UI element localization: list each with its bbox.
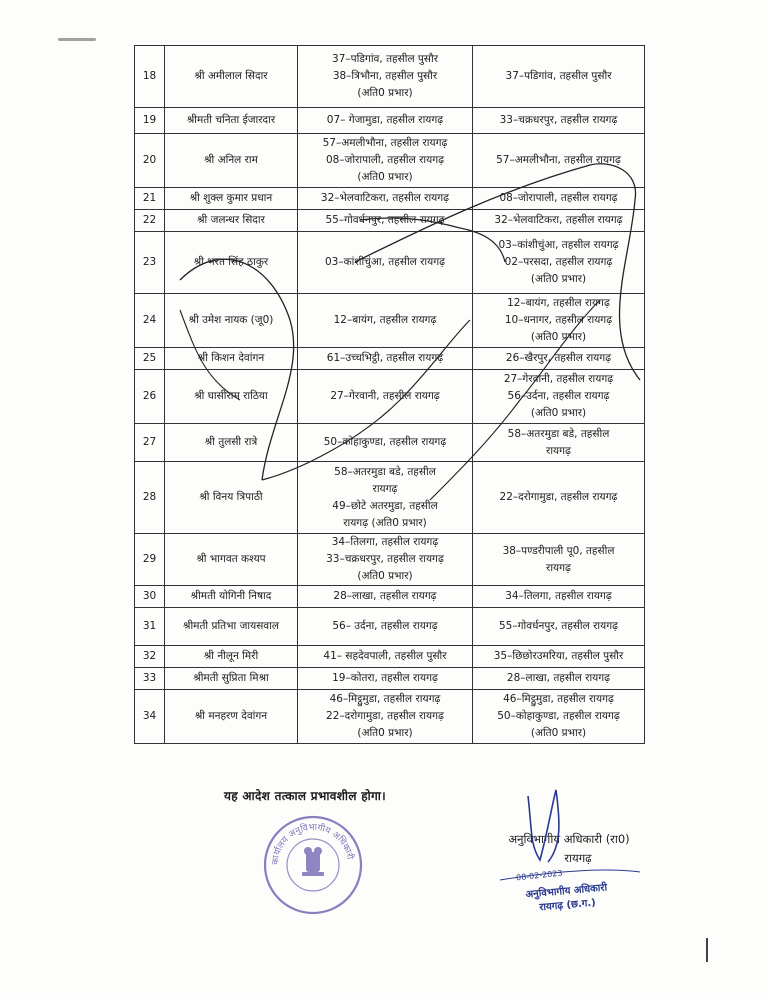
serial-cell: 25 (135, 348, 165, 370)
new-posting-line: 57–अमलीभौना, तहसील रायगढ़ (496, 154, 621, 166)
new-posting-cell (473, 668, 645, 690)
signature-date: 08-02-2023 (515, 868, 563, 883)
current-posting-line: 58–अतरमुडा बडे, तहसील (334, 465, 436, 478)
serial-cell: 24 (135, 294, 165, 348)
table-body (135, 46, 645, 744)
current-posting-line: 41– सहदेवपाली, तहसील पुसौर (323, 650, 447, 662)
serial-cell: 31 (135, 608, 165, 646)
serial-cell: 18 (135, 46, 165, 108)
table-row (135, 46, 645, 108)
new-posting-line: 03–कांशीचुंआ, तहसील रायगढ़ (498, 239, 619, 251)
new-posting-line: 56–उर्दना, तहसील रायगढ़ (507, 390, 610, 402)
serial-cell: 23 (135, 232, 165, 294)
serial-cell: 21 (135, 188, 165, 210)
new-posting-line: 10–धनागर, तहसील रायगढ़ (504, 314, 613, 326)
current-posting-line: 32–भेलवाटिकरा, तहसील रायगढ़ (320, 192, 450, 204)
employee-name-cell: श्री उमेश नायक (जू0) (165, 294, 298, 348)
new-posting-cell (473, 370, 645, 424)
current-posting-cell (298, 348, 473, 370)
table-row (135, 690, 645, 744)
employee-name-cell: श्रीमती योगिनी निषाद (165, 586, 298, 608)
transfer-table (134, 45, 645, 744)
table-row (135, 646, 645, 668)
new-posting-line: 22–दरोगामुडा, तहसील रायगढ़ (499, 491, 618, 503)
current-posting-line: 03–कांशीचुंआ, तहसील रायगढ़ (324, 256, 446, 268)
table-row (135, 108, 645, 134)
current-posting-cell (298, 534, 473, 586)
scan-smudge (58, 38, 96, 41)
current-posting-cell (298, 586, 473, 608)
current-posting-line: रायगढ़ (372, 482, 398, 495)
employee-name-cell: श्री भागवत कश्यप (165, 534, 298, 586)
new-posting-cell (473, 348, 645, 370)
order-effective-note: यह आदेश तत्काल प्रभावशील होगा। (224, 789, 387, 803)
employee-name-cell: श्री अमीलाल सिदार (165, 46, 298, 108)
serial-cell: 22 (135, 210, 165, 232)
signature-block (484, 830, 654, 868)
current-posting-line: 08–जोरापाली, तहसील रायगढ़ (325, 154, 445, 166)
employee-name-cell: श्री भरत सिंह ठाकुर (165, 232, 298, 294)
stamp-line-2: रायगढ़ (छ.ग.) (538, 897, 597, 914)
employee-name-cell: श्री शुक्ल कुमार प्रधान (165, 188, 298, 210)
current-posting-line: 19–कोतरा, तहसील रायगढ़ (332, 672, 438, 684)
current-posting-line: 28–लाखा, तहसील रायगढ़ (333, 590, 437, 602)
current-posting-line: 27–गेरवानी, तहसील रायगढ़ (330, 390, 440, 402)
table-row (135, 586, 645, 608)
new-posting-line: 34–तिलगा, तहसील रायगढ़ (505, 590, 612, 602)
new-posting-line: 37–पडिगांव, तहसील पुसौर (505, 70, 612, 82)
current-posting-line: 33–चक्रधरपुर, तहसील रायगढ़ (326, 553, 444, 565)
serial-cell: 33 (135, 668, 165, 690)
new-posting-line: 35–छिछोरउमरिया, तहसील पुसौर (493, 650, 624, 662)
table-row (135, 424, 645, 462)
current-posting-cell (298, 134, 473, 188)
current-posting-cell (298, 608, 473, 646)
new-posting-line: 12–बायंग, तहसील रायगढ़ (507, 297, 610, 309)
current-posting-line: 34–तिलगा, तहसील रायगढ़ (331, 536, 439, 548)
employee-name-cell: श्री जलन्धर सिदार (165, 210, 298, 232)
new-posting-line: 27–गेरवानी, तहसील रायगढ़ (503, 373, 614, 385)
employee-name-cell: श्रीमती चनिता ईजारदार (165, 108, 298, 134)
employee-name-cell: श्री घासीराम राठिया (165, 370, 298, 424)
table-row (135, 534, 645, 586)
current-posting-line: (अति0 प्रभार) (357, 727, 413, 739)
current-posting-line: 57–अमलीभौना, तहसील रायगढ़ (322, 137, 448, 149)
new-posting-cell (473, 294, 645, 348)
current-posting-cell (298, 668, 473, 690)
new-posting-line: 32–भेलवाटिकरा, तहसील रायगढ़ (494, 214, 623, 226)
office-seal (262, 814, 364, 916)
employee-name-cell: श्री मनहरण देवांगन (165, 690, 298, 744)
new-posting-line: (अति0 प्रभार) (530, 407, 587, 419)
current-posting-line: 61–उच्चभिट्ठी, तहसील रायगढ़ (326, 352, 444, 364)
employee-name-cell: श्री तुलसी रात्रे (165, 424, 298, 462)
new-posting-line: 33–चक्रधरपुर, तहसील रायगढ़ (499, 114, 618, 126)
margin-mark (706, 938, 708, 962)
new-posting-cell (473, 586, 645, 608)
current-posting-line: 56– उर्दना, तहसील रायगढ़ (332, 620, 438, 632)
current-posting-line: 22–दरोगामुडा, तहसील रायगढ़ (326, 710, 444, 722)
new-posting-line: 46–मिट्ठुमुडा, तहसील रायगढ़ (503, 693, 614, 705)
current-posting-cell (298, 46, 473, 108)
current-posting-cell (298, 646, 473, 668)
officer-stamp (511, 880, 623, 917)
serial-cell: 34 (135, 690, 165, 744)
employee-name-cell: श्रीमती प्रतिभा जायसवाल (165, 608, 298, 646)
employee-name-cell: श्री विनय त्रिपाठी (165, 462, 298, 534)
serial-cell: 32 (135, 646, 165, 668)
serial-cell: 29 (135, 534, 165, 586)
new-posting-line: 28–लाखा, तहसील रायगढ़ (506, 672, 611, 684)
current-posting-cell (298, 188, 473, 210)
table-row (135, 294, 645, 348)
table-row (135, 348, 645, 370)
new-posting-line: 58–अतरमुडा बडे, तहसील (507, 427, 610, 440)
new-posting-line: 08–जोरापाली, तहसील रायगढ़ (499, 192, 618, 204)
employee-name-cell: श्री किशन देवांगन (165, 348, 298, 370)
table-row (135, 134, 645, 188)
emblem-icon (302, 847, 324, 876)
current-posting-line: (अति0 प्रभार) (357, 171, 413, 183)
current-posting-line: 07– गेजामुडा, तहसील रायगढ़ (326, 114, 444, 126)
serial-cell: 28 (135, 462, 165, 534)
new-posting-cell (473, 134, 645, 188)
current-posting-cell (298, 690, 473, 744)
table-row (135, 232, 645, 294)
new-posting-cell (473, 534, 645, 586)
new-posting-cell (473, 690, 645, 744)
new-posting-cell (473, 232, 645, 294)
current-posting-line: (अति0 प्रभार) (357, 87, 413, 99)
table-row (135, 608, 645, 646)
current-posting-line: 12–बायंग, तहसील रायगढ़ (333, 314, 437, 326)
new-posting-cell (473, 108, 645, 134)
new-posting-line: रायगढ़ (546, 561, 571, 574)
current-posting-line: 50–कोहाकुण्डा, तहसील रायगढ़ (323, 436, 447, 448)
current-posting-cell (298, 232, 473, 294)
current-posting-cell (298, 210, 473, 232)
new-posting-line: (अति0 प्रभार) (530, 727, 587, 739)
current-posting-line: 37–पडिगांव, तहसील पुसौर (332, 53, 438, 65)
current-posting-cell (298, 370, 473, 424)
new-posting-cell (473, 46, 645, 108)
new-posting-cell (473, 462, 645, 534)
serial-cell: 30 (135, 586, 165, 608)
officer-place: रायगढ़ (564, 851, 592, 865)
new-posting-line: रायगढ़ (546, 444, 571, 457)
current-posting-line: 55–गोवर्धनपुर, तहसील रायगढ़ (325, 214, 445, 226)
serial-cell: 26 (135, 370, 165, 424)
new-posting-cell (473, 646, 645, 668)
stamp-line-1: अनुविभागीय अधिकारी (525, 882, 608, 901)
current-posting-cell (298, 294, 473, 348)
new-posting-line: 26–खैरपुर, तहसील रायगढ़ (505, 352, 612, 364)
current-posting-cell (298, 424, 473, 462)
current-posting-cell (298, 462, 473, 534)
new-posting-cell (473, 608, 645, 646)
current-posting-line: रायगढ़ (अति0 प्रभार) (343, 516, 427, 529)
new-posting-cell (473, 424, 645, 462)
serial-cell: 27 (135, 424, 165, 462)
officer-title: अनुविभागीय अधिकारी (रा0) (508, 832, 630, 846)
new-posting-line: (अति0 प्रभार) (530, 273, 587, 285)
serial-cell: 20 (135, 134, 165, 188)
current-posting-line: 46–मिट्ठुमुडा, तहसील रायगढ़ (329, 693, 441, 705)
employee-name-cell: श्रीमती सुप्रिता मिश्रा (165, 668, 298, 690)
table-row (135, 370, 645, 424)
serial-cell: 19 (135, 108, 165, 134)
new-posting-line: (अति0 प्रभार) (530, 331, 587, 343)
table-row (135, 668, 645, 690)
new-posting-cell (473, 210, 645, 232)
new-posting-line: 02–परसदा, तहसील रायगढ़ (504, 256, 613, 268)
new-posting-line: 38–पण्डरीपाली पू0, तहसील (502, 544, 615, 557)
employee-name-cell: श्री अनिल राम (165, 134, 298, 188)
seal-text: कार्यालय अनुविभागीय अधिकारी (270, 822, 355, 866)
employee-name-cell: श्री नीलून मिरी (165, 646, 298, 668)
current-posting-line: 38–त्रिभौना, तहसील पुसौर (332, 70, 438, 82)
new-posting-line: 50–कोहाकुण्डा, तहसील रायगढ़ (497, 710, 620, 722)
new-posting-cell (473, 188, 645, 210)
new-posting-line: 55–गोवर्धनपुर, तहसील रायगढ़ (498, 620, 619, 632)
current-posting-line: 49–छोटे अतरमुडा, तहसील (332, 499, 438, 512)
table-row (135, 462, 645, 534)
table-row (135, 188, 645, 210)
table-row (135, 210, 645, 232)
current-posting-line: (अति0 प्रभार) (357, 570, 413, 582)
current-posting-cell (298, 108, 473, 134)
